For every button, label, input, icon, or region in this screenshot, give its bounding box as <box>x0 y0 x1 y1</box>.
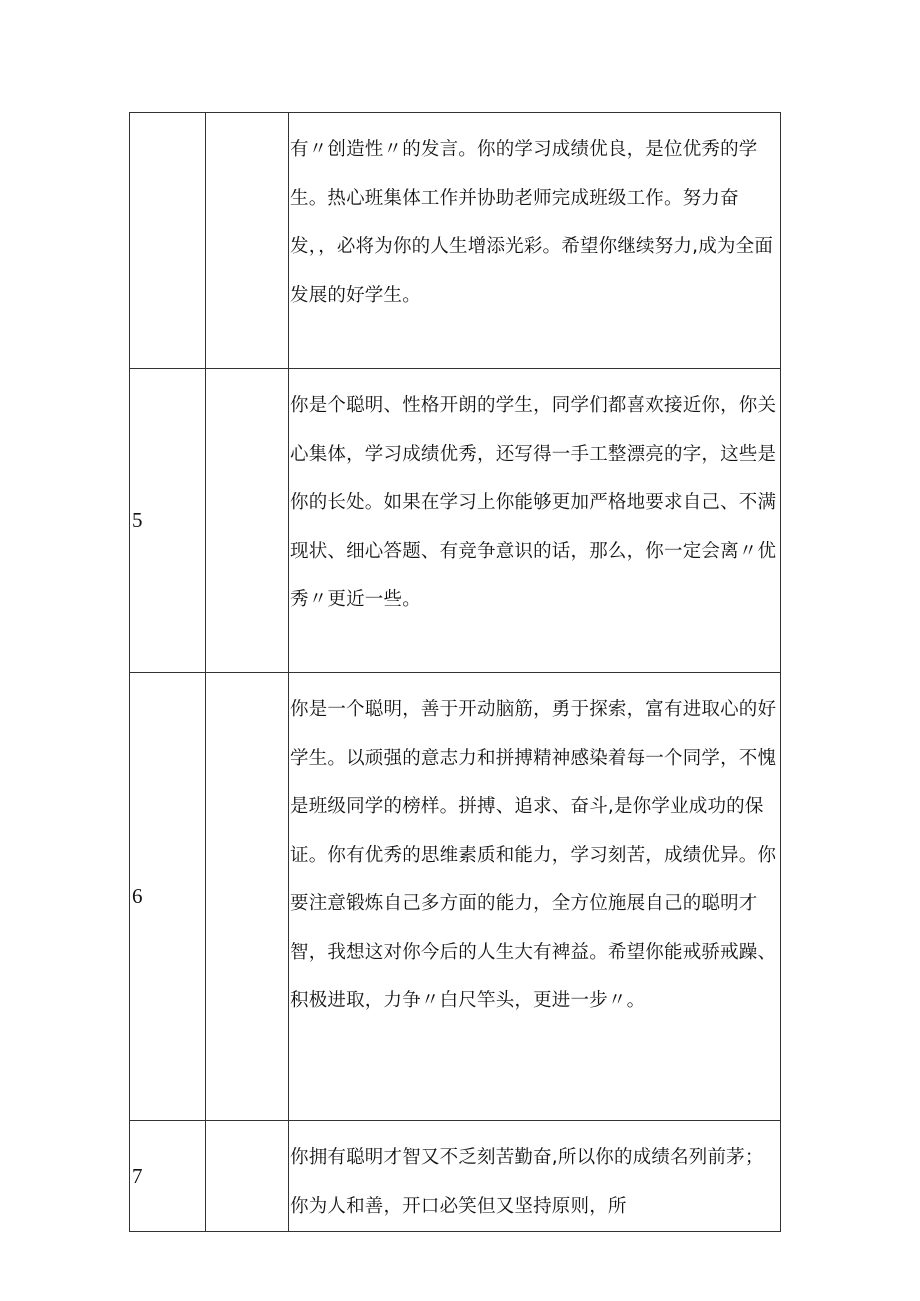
student-name-cell <box>206 369 289 673</box>
student-name-cell <box>206 113 289 369</box>
student-comments-table <box>129 112 781 1232</box>
table-row <box>130 369 781 673</box>
comment-cell <box>289 113 781 369</box>
row-number-cell: 7 <box>130 1121 206 1232</box>
table-row <box>130 673 781 1121</box>
comment-text: 你是一个聪明，善于开动脑筋，勇于探索，富有进取心的好学生。以顽强的意志力和拼搏精神感染着每一个同学，不愧是班级同学的榜样。拼搏、追求、奋斗,是你学业成功的保证。你有优秀的思维素质和能力，学习刻苦，成绩优异。你要注意锻炼自己多方面的能力，全方位施展自己的聪明才智，我想这对你今后的人生大有裨益。希望你能戒骄戒躁、积极进取，力争〃白尺竿头，更进一步〃。 <box>290 699 777 1011</box>
row-number-cell: 6 <box>130 673 206 1121</box>
student-name-cell <box>206 1121 289 1232</box>
comment-cell <box>289 369 781 673</box>
row-number-cell <box>130 113 206 369</box>
student-name-cell <box>206 673 289 1121</box>
comment-cell <box>289 673 781 1121</box>
comment-cell <box>289 1121 781 1232</box>
table-row <box>130 113 781 369</box>
comment-text: 有〃创造性〃的发言。你的学习成绩优良，是位优秀的学生。热心班集体工作并协助老师完成班级工作。努力奋发，，必将为你的人生增添光彩。希望你继续努力,成为全面发展的好学生。 <box>290 139 774 306</box>
row-number-cell: 5 <box>130 369 206 673</box>
table-row <box>130 1121 781 1232</box>
comment-text: 你拥有聪明才智又不乏刻苦勤奋,所以你的成绩名列前茅；你为人和善，开口必笑但又坚持原则，所 <box>290 1147 764 1217</box>
comment-text: 你是个聪明、性格开朗的学生，同学们都喜欢接近你，你关心集体，学习成绩优秀，还写得一手工整漂亮的字，这些是你的长处。如果在学习上你能够更加严格地要求自己、不满现状、细心答题、有竞争意识的话，那么，你一定会离〃优秀〃更近一些。 <box>290 395 777 610</box>
